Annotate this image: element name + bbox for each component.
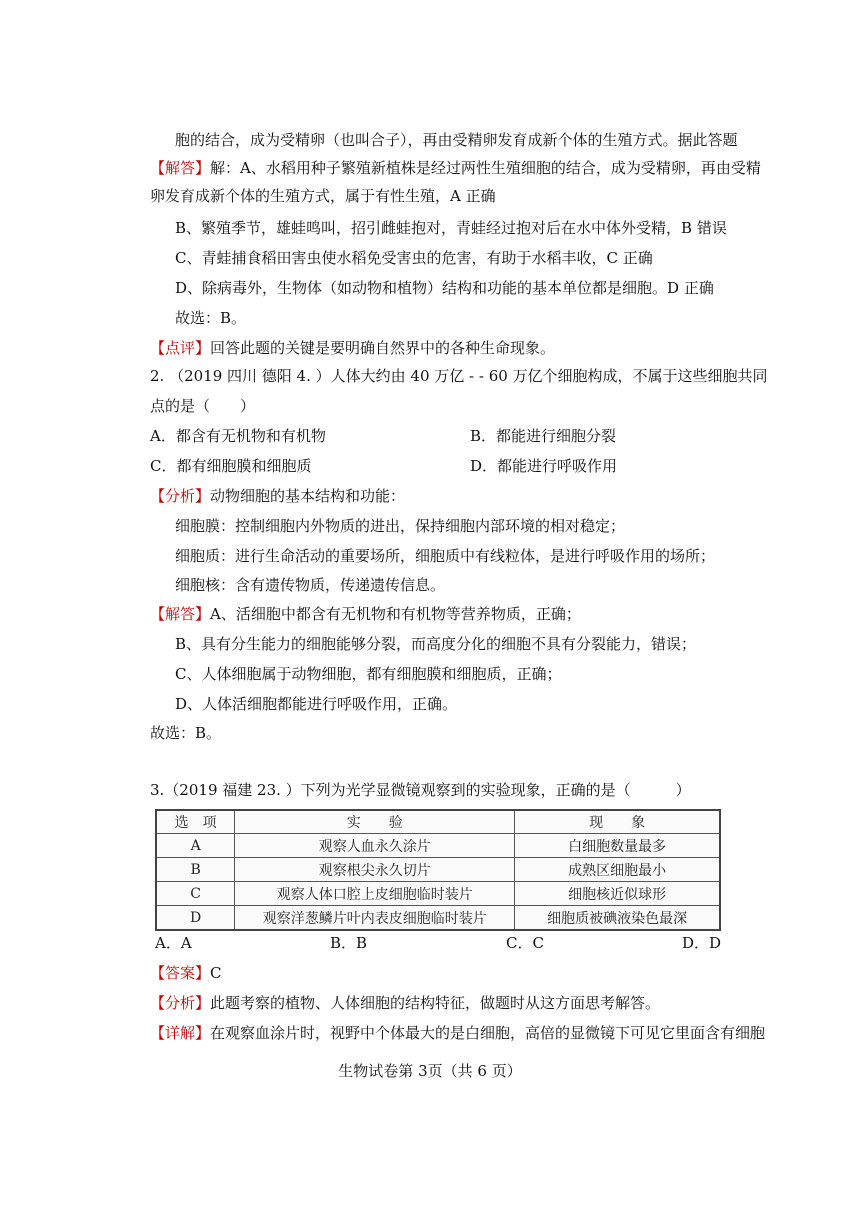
q3-option-c: C．C [506,934,544,952]
text-line: B、繁殖季节，雄蛙鸣叫，招引雌蛙抱对，青蛙经过抱对后在水中体外受精，B 错误 [175,219,727,237]
q3-option-d: D．D [682,934,722,952]
detail-tag: 【详解】 [150,1024,211,1042]
text-line: 细胞核：含有遗传物质，传递遗传信息。 [175,576,446,594]
answer-tag: 【解答】 [150,159,211,177]
table-header: 实 验 [235,810,515,834]
table-cell: 观察洋葱鳞片叶内表皮细胞临时装片 [235,906,515,931]
q2-option-d: D．都能进行呼吸作用 [470,457,618,475]
text-line: D、人体活细胞都能进行呼吸作用，正确。 [175,695,458,713]
table-row [156,906,720,931]
detail-text: 在观察血涂片时，视野中个体最大的是白细胞，高倍的显微镜下可见它里面含有细胞 [210,1024,766,1042]
q2-answer [150,604,581,624]
analysis-text: 此题考察的植物、人体细胞的结构特征，做题时从这方面思考解答。 [210,994,661,1012]
q3-option-a: A．A [155,934,192,952]
text-line: C、青蛙捕食稻田害虫使水稻免受害虫的危害，有助于水稻丰收，C 正确 [175,249,653,267]
text-line: C、人体细胞属于动物细胞，都有细胞膜和细胞质，正确； [175,665,562,683]
table-cell: 成熟区细胞最小 [515,858,720,882]
choice-line: 故选：B。 [175,309,247,327]
table-cell: 细胞核近似球形 [515,882,720,906]
table-row [156,834,720,858]
q2-option-c: C．都有细胞膜和细胞质 [150,457,312,475]
comment-tag: 【点评】 [150,339,211,357]
text-line: 细胞膜：控制细胞内外物质的进出，保持细胞内部环境的相对稳定； [175,517,626,535]
text-line: 胞的结合，成为受精卵（也叫合子），再由受精卵发育成新个体的生殖方式。据此答题 [175,131,738,149]
answer-text: 解：A、水稻用种子繁殖新植株是经过两性生殖细胞的结合，成为受精卵，再由受精 [210,159,761,177]
q3-option-b: B．B [330,934,368,952]
table-cell: 观察人血永久涂片 [235,834,515,858]
analysis-tag: 【分析】 [150,487,211,505]
text-line: B、具有分生能力的细胞能够分裂，而高度分化的细胞不具有分裂能力，错误； [175,635,697,653]
table-header-row [156,810,720,834]
q3-answer [150,963,222,983]
q2-option-a: A．都含有无机物和有机物 [150,427,326,445]
table-cell: 观察人体口腔上皮细胞临时装片 [235,882,515,906]
comment-text: 回答此题的关键是要明确自然界中的各种生命现象。 [210,339,556,357]
answer-tag: 【答案】 [150,964,211,982]
table-cell: D [156,906,235,931]
answer-text: A、活细胞中都含有无机物和有机物等营养物质，正确； [210,605,581,623]
q2-option-b: B．都能进行细胞分裂 [470,427,617,445]
table-row [156,858,720,882]
answer-text: C [210,964,222,982]
comment-line [150,338,555,358]
table-header: 现 象 [515,810,720,834]
answer-tag: 【解答】 [150,605,211,623]
table-row [156,882,720,906]
question-3-stem: 3.（2019 福建 23. ）下列为光学显微镜观察到的实验现象，正确的是（ ） [150,781,691,799]
table-cell: 细胞质被碘液染色最深 [515,906,720,931]
table-cell: A [156,834,235,858]
table-cell: C [156,882,235,906]
table-header: 选 项 [156,810,235,834]
page-footer: 生物试卷第 3页（共 6 页） [338,1062,522,1080]
question-2-stem-cont: 点的是（ ） [150,397,256,415]
table-cell: 观察根尖永久切片 [235,858,515,882]
choice-line: 故选：B。 [150,724,222,742]
q3-detail [150,1023,765,1043]
experiment-table [155,809,721,931]
question-2-stem: 2. （2019 四川 德阳 4. ）人体大约由 40 万亿 - - 60 万亿个细胞构成，不属于这些细胞共同 [150,367,768,385]
q2-analysis [150,486,405,506]
table-cell: 白细胞数量最多 [515,834,720,858]
answer-line [150,158,761,178]
text-line: 卵发育成新个体的生殖方式，属于有性生殖，A 正确 [150,187,496,205]
text-line: 细胞质：进行生命活动的重要场所，细胞质中有线粒体，是进行呼吸作用的场所； [175,547,716,565]
analysis-text: 动物细胞的基本结构和功能： [210,487,406,505]
analysis-tag: 【分析】 [150,994,211,1012]
q3-analysis [150,993,660,1013]
text-line: D、除病毒外，生物体（如动物和植物）结构和功能的基本单位都是细胞。D 正确 [175,279,714,297]
table-cell: B [156,858,235,882]
